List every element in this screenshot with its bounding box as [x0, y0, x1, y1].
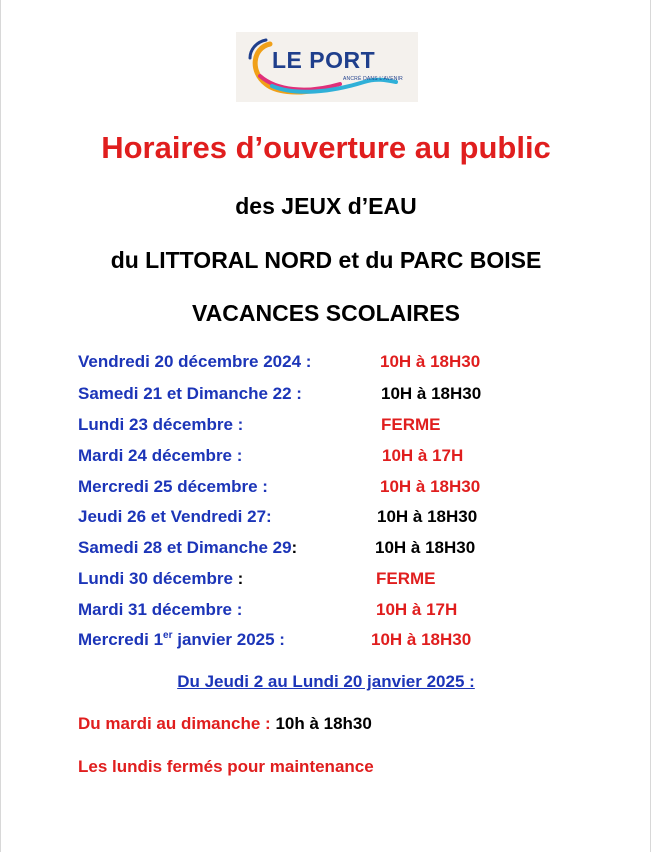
regular-days: Du mardi au dimanche : [78, 714, 271, 733]
logo-tagline: ANCRÉ DANS L'AVENIR [343, 76, 403, 82]
schedule-day: Jeudi 26 et Vendredi 27: [78, 507, 272, 526]
schedule-row [78, 569, 436, 589]
regular-hours: 10h à 18h30 [275, 714, 372, 733]
schedule-hours: 10H à 18H30 [381, 384, 482, 403]
regular-hours-line [78, 714, 372, 734]
schedule-day: Lundi 23 décembre : [78, 415, 244, 434]
schedule-hours: 10H à 18H30 [380, 352, 481, 371]
subtitle-locations: du LITTORAL NORD et du PARC BOISE [110, 247, 542, 273]
schedule-row [78, 630, 472, 650]
schedule-row [78, 352, 481, 372]
schedule-day: Mardi 24 décembre : [78, 446, 243, 465]
schedule-hours: 10H à 18H30 [375, 538, 476, 557]
schedule-day: Mardi 31 décembre : [78, 600, 243, 619]
schedule-day: Vendredi 20 décembre 2024 : [78, 352, 312, 371]
schedule-row [78, 446, 464, 466]
logo-text: LE PORT [272, 47, 376, 73]
maintenance-note: Les lundis fermés pour maintenance [78, 757, 374, 776]
schedule-hours: FERME [381, 415, 441, 434]
subtitle-vacances: VACANCES SCOLAIRES [192, 300, 460, 326]
schedule-row [78, 384, 482, 404]
schedule-row [78, 600, 458, 620]
page-title: Horaires d’ouverture au public [101, 130, 551, 165]
schedule-hours: 10H à 17H [376, 600, 458, 619]
schedule-day: Lundi 30 décembre : [78, 569, 244, 588]
schedule-row [78, 477, 481, 497]
schedule-day: Mercredi 1er janvier 2025 : [78, 630, 285, 649]
schedule-day: Samedi 21 et Dimanche 22 : [78, 384, 302, 403]
schedule-day: Mercredi 25 décembre : [78, 477, 268, 496]
le-port-logo [236, 32, 418, 102]
schedule-hours: FERME [376, 569, 436, 588]
subtitle-jeux-eau: des JEUX d’EAU [235, 193, 417, 219]
schedule-hours: 10H à 18H30 [380, 477, 481, 496]
schedule-row [78, 415, 441, 435]
schedule-row [78, 538, 476, 558]
schedule-hours: 10H à 18H30 [371, 630, 472, 649]
schedule-hours: 10H à 18H30 [377, 507, 478, 526]
period-heading: Du Jeudi 2 au Lundi 20 janvier 2025 : [177, 672, 475, 691]
schedule-hours: 10H à 17H [382, 446, 464, 465]
schedule-day: Samedi 28 et Dimanche 29: [78, 538, 298, 557]
schedule-row [78, 507, 478, 527]
